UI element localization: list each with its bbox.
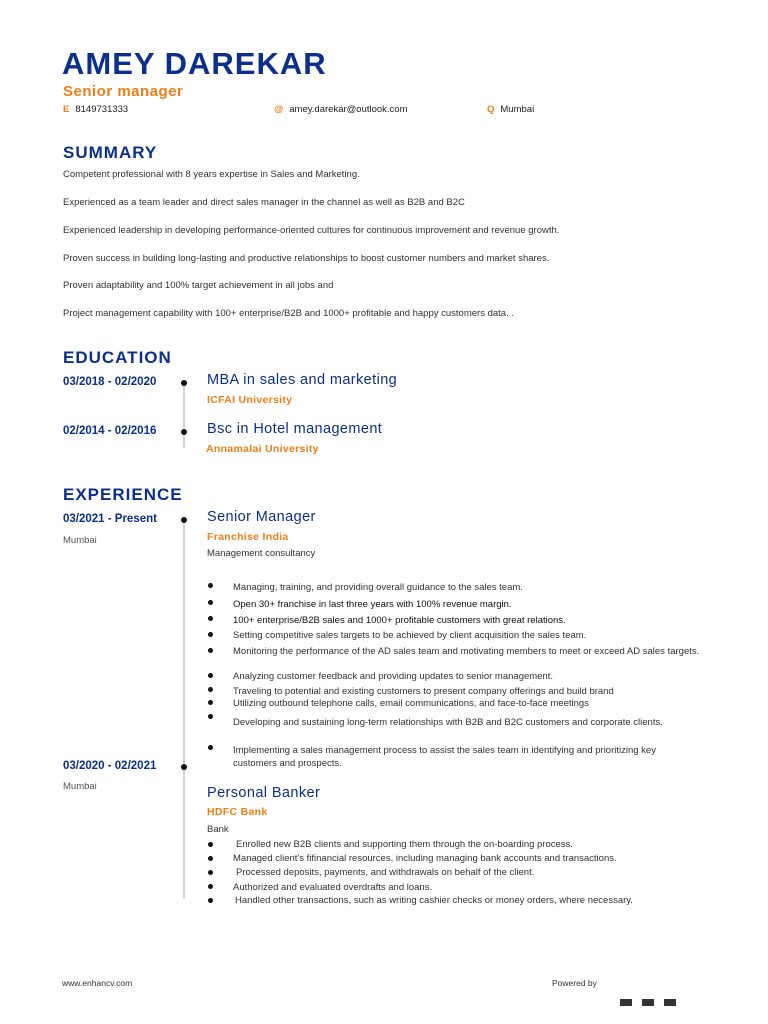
bullet-dot: [208, 616, 213, 621]
summary-line: Competent professional with 8 years expertise in Sales and Marketing.: [63, 169, 360, 180]
timeline-dot: [181, 380, 187, 386]
experience-company: HDFC Bank: [207, 806, 268, 818]
bullet-dot: [208, 632, 213, 637]
phone-icon: E: [63, 104, 70, 115]
bullet-dot: [208, 714, 213, 719]
bullet-dot: [208, 842, 213, 847]
candidate-name: AMEY DAREKAR: [62, 46, 327, 81]
education-degree: Bsc in Hotel management: [207, 421, 383, 437]
education-school: ICFAI University: [207, 394, 293, 406]
bullet-dot: [208, 687, 213, 692]
summary-line: Proven adaptability and 100% target achievement in all jobs and: [63, 280, 334, 291]
powered-by-label: Powered by: [552, 978, 597, 988]
logo-square: [642, 999, 654, 1006]
experience-bullet: Enrolled new B2B clients and supporting them through the on-boarding process.: [236, 839, 573, 850]
experience-company: Franchise India: [207, 531, 289, 543]
bullet-dot: [208, 745, 213, 750]
bullet-dot: [208, 648, 213, 653]
experience-bullet: Processed deposits, payments, and withdrawals on behalf of the client.: [236, 867, 535, 878]
summary-line: Experienced leadership in developing performance-oriented cultures for continuous improvement and revenue growth.: [63, 225, 560, 236]
experience-bullet: Authorized and evaluated overdrafts and loans.: [233, 882, 433, 893]
phone-number: 8149731333: [75, 104, 129, 115]
timeline-dot: [181, 429, 187, 435]
location-icon: Q: [487, 104, 495, 115]
education-heading: EDUCATION: [63, 348, 172, 367]
bullet-dot: [208, 870, 213, 875]
experience-bullet: Monitoring the performance of the AD sales team and motivating members to meet or exceed AD sales targets.: [233, 646, 700, 657]
bullet-dot: [208, 898, 213, 903]
website-footer: www.enhancv.com: [62, 978, 133, 988]
experience-bullet: Open 30+ franchise in last three years with 100% revenue margin.: [233, 599, 512, 610]
experience-bullet: Developing and sustaining long-term relationships with B2B and B2C customers and corporate clients.: [233, 717, 663, 728]
enhancv-logo: [620, 999, 680, 1009]
location-contact: [487, 104, 534, 115]
timeline-line: [183, 520, 185, 898]
education-dates: 02/2014 - 02/2016: [63, 425, 157, 437]
experience-location: Mumbai: [63, 535, 97, 546]
experience-bullet: Utilizing outbound telephone calls, email communications, and face-to-face meetings: [233, 698, 589, 709]
summary-line: Proven success in building long-lasting and productive relationships to boost customer numbers and market shares.: [63, 253, 550, 264]
email-contact: [274, 104, 408, 115]
experience-bullet: Managed client's fifinancial resources, including managing bank accounts and transactions.: [233, 853, 617, 864]
experience-heading: EXPERIENCE: [63, 485, 183, 504]
bullet-dot: [208, 700, 213, 705]
experience-position: Senior Manager: [207, 509, 316, 525]
bullet-dot: [208, 600, 213, 605]
summary-line: Project management capability with 100+ enterprise/B2B and 1000+ profitable and happy customers data. .: [63, 308, 514, 319]
summary-line: Experienced as a team leader and direct sales manager in the channel as well as B2B and B2C: [63, 197, 465, 208]
bullet-dot: [208, 884, 213, 889]
experience-bullet: Handled other transactions, such as writing cashier checks or money orders, where necessary.: [235, 895, 633, 906]
timeline-line: [183, 384, 185, 448]
experience-location: Mumbai: [63, 781, 97, 792]
email-address: amey.darekar@outlook.com: [289, 104, 408, 115]
experience-bullet: 100+ enterprise/B2B sales and 1000+ profitable customers with great relations.: [233, 615, 566, 626]
experience-bullet: Setting competitive sales targets to be achieved by client acquisition the sales team.: [233, 630, 587, 641]
phone-contact: [63, 104, 128, 115]
email-icon: @: [274, 104, 284, 115]
bullet-dot: [208, 583, 213, 588]
experience-description: Management consultancy: [207, 548, 316, 559]
experience-bullet: Implementing a sales management process to assist the sales team in identifying and prioritizing key customers and prospects.: [233, 745, 656, 769]
bullet-dot: [208, 673, 213, 678]
experience-dates: 03/2020 - 02/2021: [63, 760, 157, 772]
candidate-role: Senior manager: [63, 83, 184, 100]
timeline-dot: [181, 517, 187, 523]
education-degree: MBA in sales and marketing: [207, 372, 398, 388]
location-text: Mumbai: [500, 104, 535, 115]
experience-position: Personal Banker: [207, 785, 321, 801]
logo-square: [664, 999, 676, 1006]
bullet-dot: [208, 856, 213, 861]
logo-square: [620, 999, 632, 1006]
experience-bullet: Traveling to potential and existing customers to present company offerings and build brand: [233, 686, 614, 697]
experience-dates: 03/2021 - Present: [63, 513, 157, 525]
experience-bullet: Managing, training, and providing overall guidance to the sales team.: [233, 582, 523, 593]
summary-heading: SUMMARY: [63, 143, 158, 162]
education-school: Annamalai University: [206, 443, 319, 455]
experience-bullet: Analyzing customer feedback and providing updates to senior management.: [233, 671, 554, 682]
timeline-dot: [181, 764, 187, 770]
education-dates: 03/2018 - 02/2020: [63, 376, 157, 388]
experience-description: Bank: [207, 824, 229, 835]
